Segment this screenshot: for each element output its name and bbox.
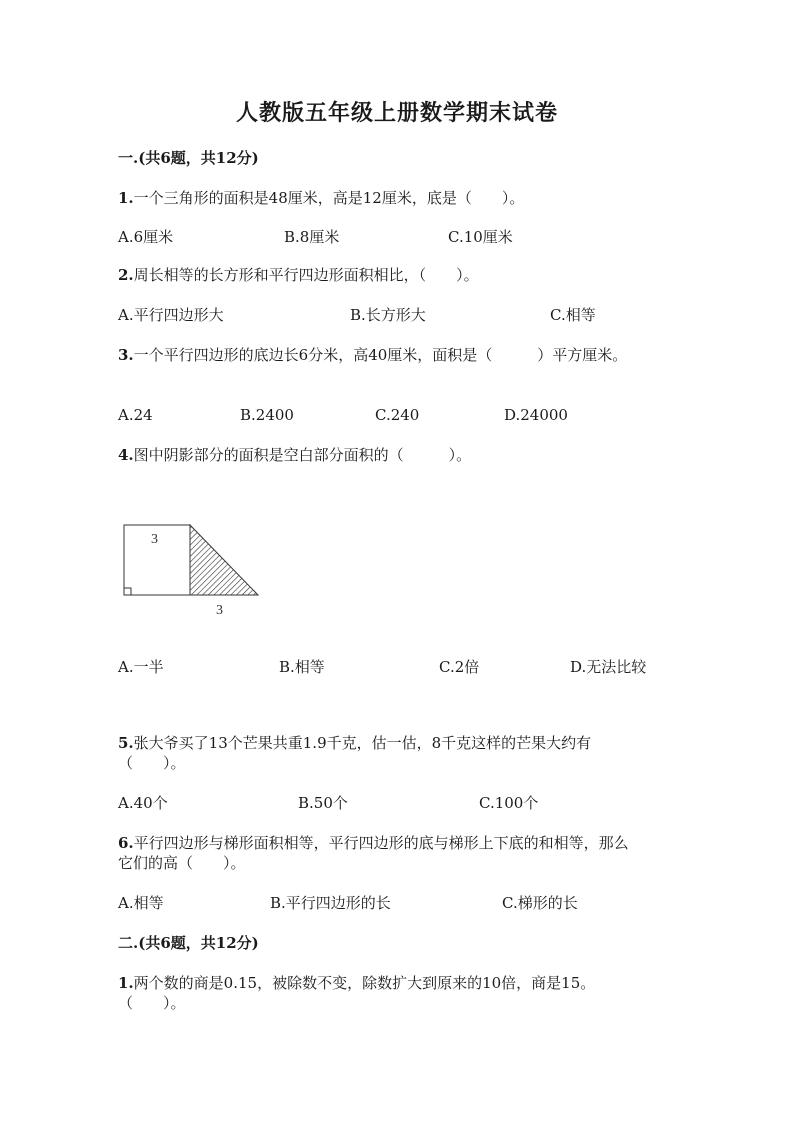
right-angle-mark (124, 588, 131, 595)
question-number: 1. (118, 189, 134, 207)
shaded-area-figure (118, 515, 268, 620)
question-stem (118, 733, 591, 753)
option-c[interactable]: C.2倍 (439, 658, 480, 676)
question-text: 平行四边形与梯形面积相等，平行四边形的底与梯形上下底的和相等，那么 (133, 834, 629, 852)
question-stem (118, 345, 627, 365)
question-text: 图中阴影部分的面积是空白部分面积的（ ）。 (133, 446, 472, 464)
option-c[interactable]: C.梯形的长 (502, 894, 578, 912)
question-stem (118, 265, 479, 285)
question-stem (118, 188, 524, 208)
question-text: 周长相等的长方形和平行四边形面积相比，（ ）。 (133, 266, 479, 284)
side-label: 3 (151, 532, 158, 547)
section-heading: 一.(共6题，共12分) (118, 149, 259, 167)
option-b[interactable]: B.长方形大 (350, 306, 426, 324)
option-c[interactable]: C.100个 (479, 794, 539, 812)
section-heading: 二.(共6题，共12分) (118, 934, 259, 952)
question-number: 4. (118, 446, 134, 464)
option-b[interactable]: B.相等 (279, 658, 325, 676)
option-b[interactable]: B.2400 (240, 406, 294, 424)
question-text: 两个数的商是0.15，被除数不变，除数扩大到原来的10倍，商是15。 (133, 974, 596, 992)
option-d[interactable]: D.无法比较 (570, 658, 647, 676)
option-a[interactable]: A.平行四边形大 (118, 306, 224, 324)
option-a[interactable]: A.40个 (118, 794, 168, 812)
question-text: 一个三角形的面积是48厘米，高是12厘米，底是（ ）。 (133, 189, 525, 207)
option-a[interactable]: A.相等 (118, 894, 164, 912)
option-b[interactable]: B.8厘米 (284, 228, 340, 246)
base-label: 3 (216, 603, 223, 618)
page-title: 人教版五年级上册数学期末试卷 (235, 100, 558, 126)
option-b[interactable]: B.平行四边形的长 (270, 894, 391, 912)
option-c[interactable]: C.相等 (550, 306, 596, 324)
option-c[interactable]: C.240 (375, 406, 420, 424)
shaded-triangle (190, 525, 258, 595)
question-stem (118, 833, 629, 853)
option-c[interactable]: C.10厘米 (448, 228, 513, 246)
option-a[interactable]: A.24 (118, 406, 153, 424)
question-text: 一个平行四边形的底边长6分米，高40厘米，面积是（ ）平方厘米。 (133, 346, 628, 364)
option-b[interactable]: B.50个 (298, 794, 348, 812)
question-number: 6. (118, 834, 134, 852)
question-stem (118, 973, 595, 993)
question-number: 1. (118, 974, 134, 992)
question-number: 5. (118, 734, 134, 752)
question-text-continued: 它们的高（ ）。 (118, 854, 246, 872)
option-a[interactable]: A.6厘米 (118, 228, 174, 246)
question-stem (118, 445, 471, 465)
option-d[interactable]: D.24000 (504, 406, 568, 424)
question-number: 2. (118, 266, 134, 284)
question-text-continued: （ ）。 (118, 994, 186, 1012)
question-text-continued: （ ）。 (118, 754, 186, 772)
question-text: 张大爷买了13个芒果共重1.9千克，估一估，8千克这样的芒果大约有 (133, 734, 592, 752)
option-a[interactable]: A.一半 (118, 658, 164, 676)
question-number: 3. (118, 346, 134, 364)
